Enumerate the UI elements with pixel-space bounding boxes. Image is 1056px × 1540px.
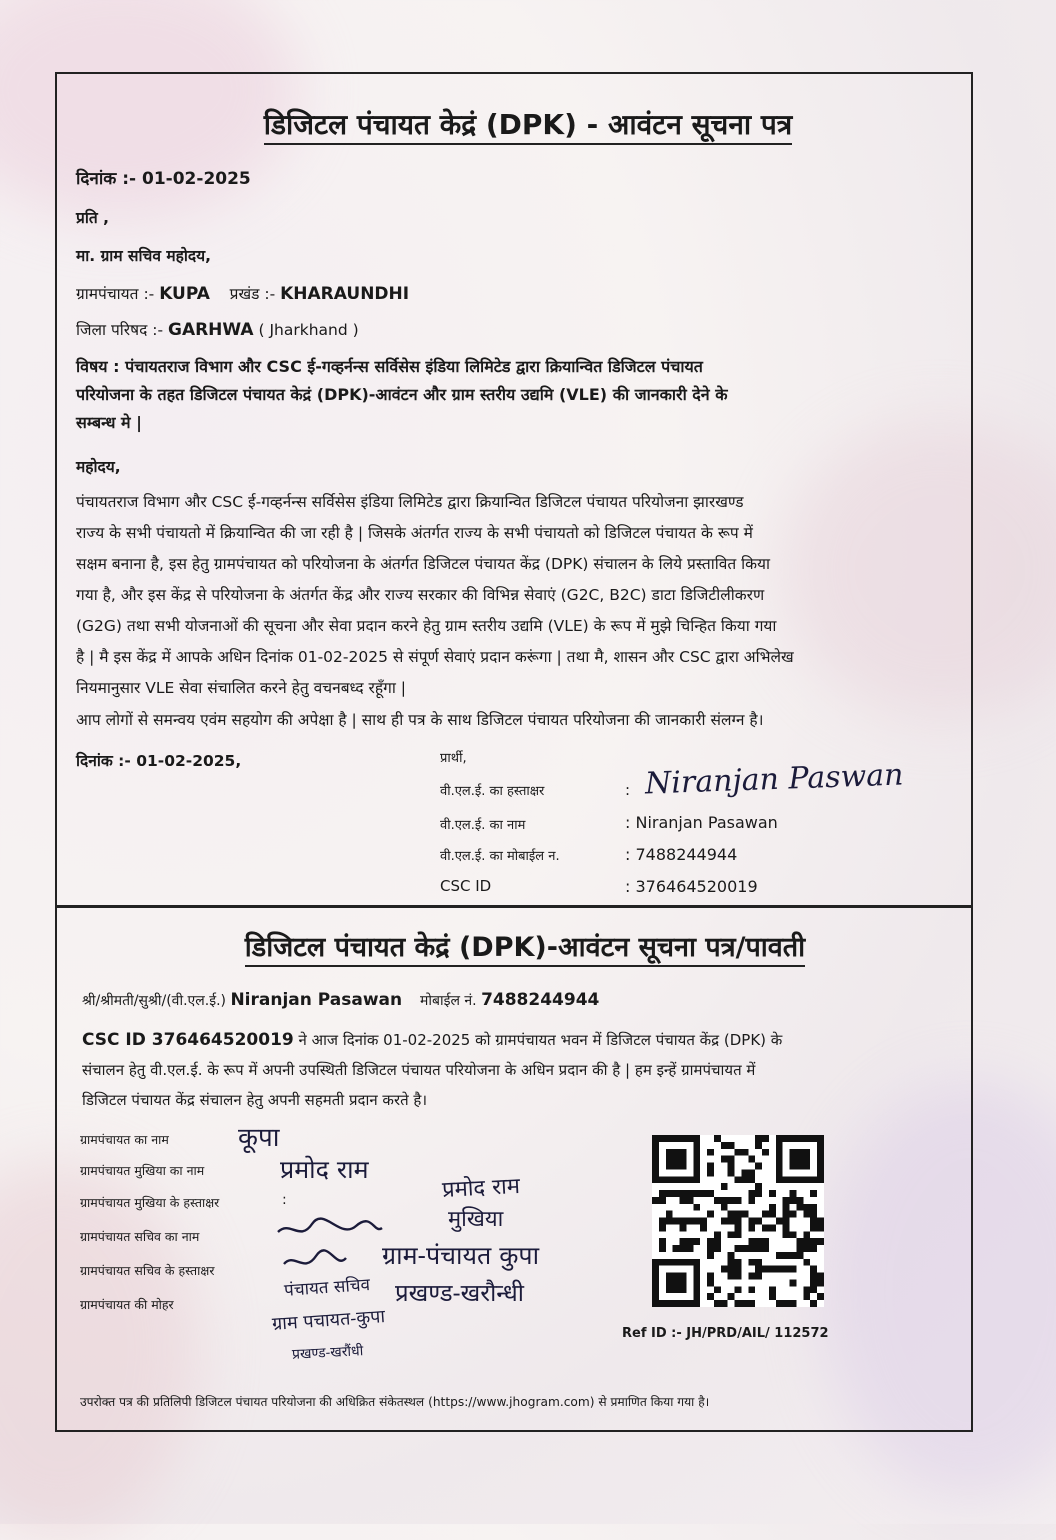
mukhiya-name-label: ग्रामपंचायत मुखिया का नाम: [80, 1163, 205, 1178]
mukhiya-sign-colon: :: [282, 1192, 287, 1208]
prarthi-label: प्रार्थी,: [440, 751, 467, 766]
block-label: प्रखंड :-: [229, 285, 281, 303]
prati-text: प्रति ,: [76, 209, 109, 227]
handwritten-mukhiya-name: प्रमोद राम: [280, 1155, 369, 1184]
mukhiya-title: मुखिया: [448, 1207, 504, 1232]
gp-label: ग्रामपंचायत :-: [76, 285, 160, 303]
ref-id: Ref ID :- JH/PRD/AIL/ 112572: [622, 1326, 829, 1341]
vle-signature: Niranjan Paswan: [644, 757, 904, 802]
sachiv-stamp-text: पंचायत सचिव: [283, 1275, 371, 1301]
receipt-mobile-value: 7488244944: [481, 990, 600, 1010]
block-stamp-text: प्रखण्ड-खरौन्धी: [395, 1279, 524, 1307]
vle-sign-colon: :: [625, 781, 631, 799]
gp-seal-label: ग्रामपंचायत की मोहर: [80, 1297, 174, 1312]
receipt-csc-id: CSC ID 376464520019: [82, 1030, 294, 1050]
receipt-paragraph: [82, 1025, 962, 1115]
salutation: महोदय,: [76, 458, 121, 476]
letter-date-2: दिनांक :- 01-02-2025,: [76, 752, 242, 770]
district-label: जिला परिषद :-: [76, 321, 168, 339]
receipt-name-line: [82, 990, 599, 1010]
vle-name-label: वी.एल.ई. का नाम: [440, 818, 526, 833]
closing-line: आप लोगों से समन्वय एवंम सहयोग की अपेक्षा है | साथ ही पत्र के साथ डिजिटल पंचायत परियोजना की जानकारी संलग्न है।: [76, 711, 764, 729]
district-line: [76, 318, 359, 340]
mukhiya-signature: प्रमोद राम: [441, 1173, 521, 1204]
vle-mobile-value: : 7488244944: [625, 845, 738, 864]
subject-line: विषय : पंचायतराज विभाग और CSC ई-गव्हर्नन्स सर्विसेस इंडिया लिमिटेड द्वारा क्रियान्वित डिजिटल पंचायत: [76, 357, 703, 376]
state-value: ( Jharkhand ): [258, 321, 359, 339]
sachiv-name-label: ग्रामपंचायत सचिव का नाम: [80, 1229, 200, 1244]
body-line: राज्य के सभी पंचायतो में क्रियान्वित की जा रही है | जिसके अंतर्गत राज्य के सभी पंचायतो को डिजिटल पंचायत के रूप में: [76, 524, 753, 542]
mukhiya-sign-label: ग्रामपंचायत मुखिया के हस्ताक्षर: [80, 1195, 220, 1210]
gp-line: [76, 282, 409, 304]
csc-id-label: CSC ID: [440, 877, 492, 895]
sachiv-sign-label: ग्रामपंचायत सचिव के हस्ताक्षर: [80, 1263, 215, 1278]
letter-body: [76, 487, 956, 704]
subject-line: सम्बन्ध मे |: [76, 413, 142, 432]
receipt-mobile-label: मोबाईल नं.: [419, 993, 482, 1009]
receipt-line: संचालन हेतु वी.एल.ई. के रूप में अपनी उपस्थिती डिजिटल पंचायत परियोजना के अधिन प्रदान की है | हम इन्हें ग्रामपंचायत में: [82, 1061, 756, 1079]
receipt-line: [82, 1025, 962, 1055]
body-line: गया है, और इस केंद्र से परियोजना के अंतर्गत केंद्र और राज्य सरकार की विभिन्न सेवाएं (G2C, B2C) डाटा डिजिटीलीकरण: [76, 586, 765, 604]
body-line: है | मै इस केंद्र में आपके अधिन दिनांक 01-02-2025 से संपूर्ण सेवाएं प्रदान करूंगा | तथा मै, शासन और CSC द्वारा अभिलेख: [76, 648, 794, 666]
gp-name-label: ग्रामपंचायत का नाम: [80, 1132, 169, 1147]
gp-stamp-text-2: ग्राम पचायत-कुपा: [271, 1306, 386, 1335]
vle-name-value: : Niranjan Pasawan: [625, 813, 778, 832]
footer-note: उपरोक्त पत्र की प्रतिलिपी डिजिटल पंचायत परियोजना की अधिक्रित संकेतस्थल (https://www.jhogram.com) से प्रमाणित किया गया है।: [80, 1395, 710, 1409]
block-stamp-text-2: प्रखण्ड-खरौंधी: [291, 1343, 364, 1363]
gp-stamp-text: ग्राम-पंचायत कुपा: [382, 1241, 540, 1270]
handwritten-gp-name: कूपा: [238, 1123, 280, 1153]
sachiv-scribble: [270, 1212, 390, 1282]
letter-date: दिनांक :- 01-02-2025: [76, 169, 251, 189]
receipt-title: डिजिटल पंचायत केद्रं (DPK)-आवंटन सूचना पत्र/पावती: [0, 927, 1050, 964]
qr-code-icon: [652, 1135, 824, 1307]
csc-id-value: : 376464520019: [625, 877, 758, 896]
body-line: सक्षम बनाना है, इस हेतु ग्रामपंचायत को परियोजना के अंतर्गत डिजिटल पंचायत केंद्र (DPK) संचालन के लिये प्रस्तावित किया: [76, 555, 771, 573]
body-line: नियमानुसार VLE सेवा संचालित करने हेतु वचनबध्द रहूँगा |: [76, 679, 406, 697]
receipt-line: डिजिटल पंचायत केंद्र संचालन हेतु अपनी सहमती प्रदान करते है।: [82, 1091, 428, 1109]
vle-mobile-label: वी.एल.ई. का मोबाईल न.: [440, 849, 560, 864]
receipt-line-text: ने आज दिनांक 01-02-2025 को ग्रामपंचायत भवन में डिजिटल पंचायत केंद्र (DPK) के: [293, 1031, 783, 1049]
receipt-vle-name: Niranjan Pasawan: [230, 990, 403, 1010]
letter-title: डिजिटल पंचायत केद्रं (DPK) - आवंटन सूचना पत्र: [0, 105, 1056, 143]
vle-sign-label: वी.एल.ई. का हस्ताक्षर: [440, 784, 545, 799]
recipient-line: मा. ग्राम सचिव महोदय,: [76, 247, 211, 265]
section-divider: [57, 905, 971, 908]
subject-block: [76, 353, 956, 437]
body-line: पंचायतराज विभाग और CSC ई-गव्हर्नन्स सर्विसेस इंडिया लिमिटेड द्वारा क्रियान्वित डिजिटल पंचायत परियोजना झारखण्ड: [76, 493, 744, 511]
block-value: KHARAUNDHI: [280, 284, 410, 304]
district-value: GARHWA: [167, 320, 254, 340]
gp-value: KUPA: [159, 284, 210, 304]
name-prefix: श्री/श्रीमती/सुश्री/(वी.एल.ई.): [82, 993, 231, 1009]
body-line: (G2G) तथा सभी योजनाओं की सूचना और सेवा प्रदान करने हेतु ग्राम स्तरीय उद्यमि (VLE) के रूप में मुझे चिन्हित किया गया: [76, 617, 777, 635]
subject-line: परियोजना के तहत डिजिटल पंचायत केद्रं (DPK)-आवंटन और ग्राम स्तरीय उद्यमि (VLE) की जानकारी देने के: [76, 385, 728, 404]
